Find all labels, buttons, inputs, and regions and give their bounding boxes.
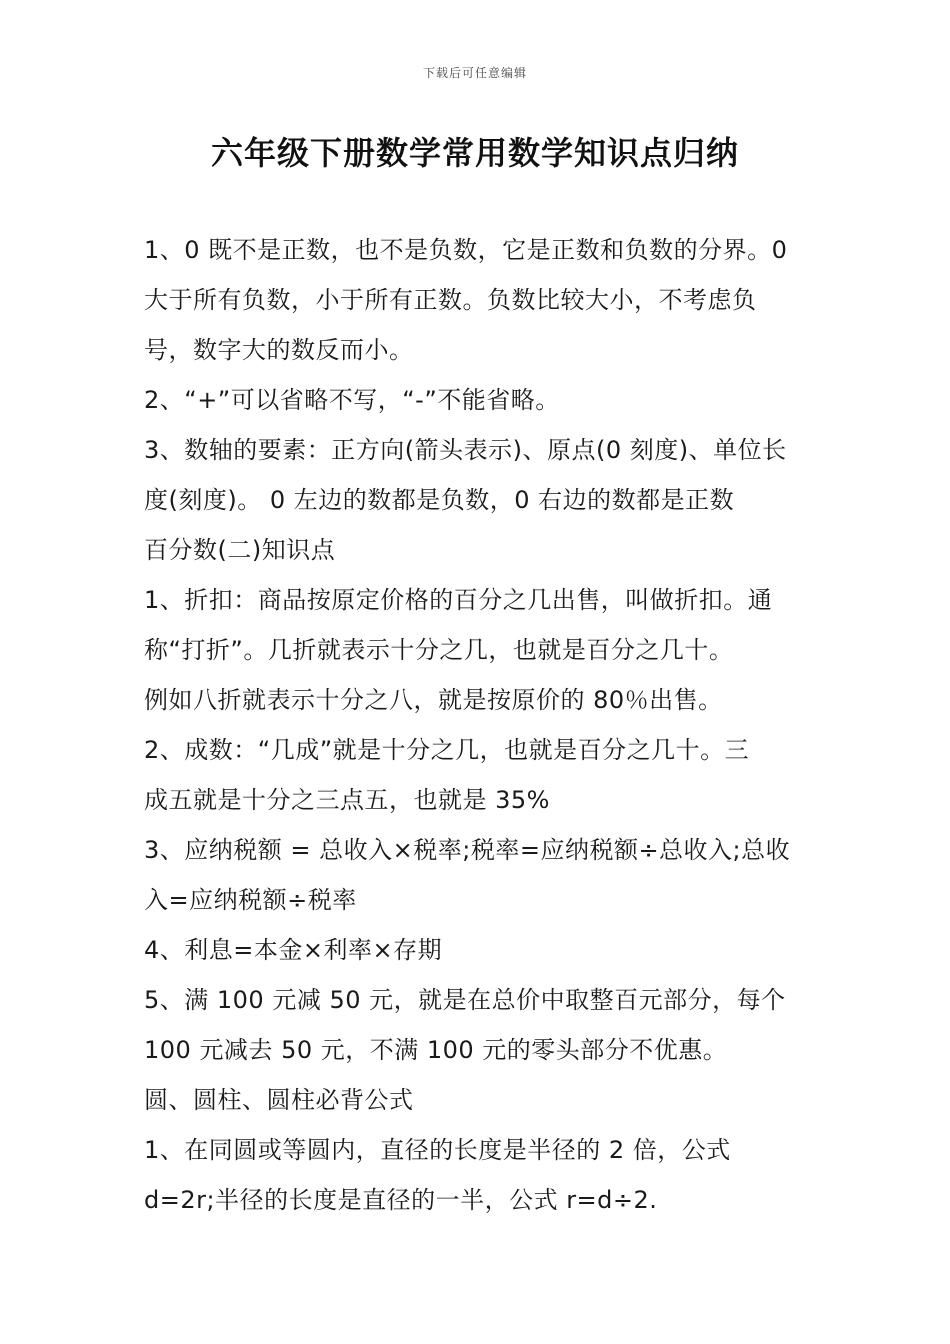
- text-line: 度(刻度)。 0 左边的数都是负数，0 右边的数都是正数: [144, 486, 735, 514]
- text-line: 号，数字大的数反而小。: [144, 336, 414, 364]
- section-heading: 百分数(二)知识点: [144, 536, 336, 564]
- header-note: 下载后可任意编辑: [422, 66, 527, 80]
- text-line: 成五就是十分之三点五，也就是 35%: [144, 786, 550, 814]
- text-line: d=2r;半径的长度是直径的一半，公式 r=d÷2.: [144, 1186, 658, 1214]
- text-line: 2、成数：“几成”就是十分之几，也就是百分之几十。三: [144, 736, 750, 764]
- document-body: [144, 225, 814, 1225]
- text-line: 1、在同圆或等圆内，直径的长度是半径的 2 倍，公式: [144, 1136, 731, 1164]
- text-line: 大于所有负数，小于所有正数。负数比较大小，不考虑负: [144, 286, 757, 314]
- text-line: 2、“+”可以省略不写，“-”不能省略。: [144, 386, 560, 414]
- text-line: 5、满 100 元减 50 元，就是在总价中取整百元部分，每个: [144, 986, 786, 1014]
- page-title: 六年级下册数学常用数学知识点归纳: [210, 134, 739, 172]
- text-line: 例如八折就表示十分之八，就是按原价的 80％出售。: [144, 686, 723, 714]
- text-line: 4、利息=本金×利率×存期: [144, 936, 443, 964]
- text-line: 1、0 既不是正数，也不是负数，它是正数和负数的分界。0: [144, 236, 788, 264]
- section-heading: 圆、圆柱、圆柱必背公式: [144, 1086, 414, 1114]
- text-line: 入=应纳税额÷税率: [144, 886, 357, 914]
- text-line: 100 元减去 50 元，不满 100 元的零头部分不优惠。: [144, 1036, 728, 1064]
- text-line: 称“打折”。几折就表示十分之几，也就是百分之几十。: [144, 636, 734, 664]
- text-line: 3、数轴的要素：正方向(箭头表示)、原点(0 刻度)、单位长: [144, 436, 787, 464]
- text-line: 1、折扣：商品按原定价格的百分之几出售，叫做折扣。通: [144, 586, 773, 614]
- text-line: 3、应纳税额 = 总收入×税率;税率=应纳税额÷总收入;总收: [144, 836, 791, 864]
